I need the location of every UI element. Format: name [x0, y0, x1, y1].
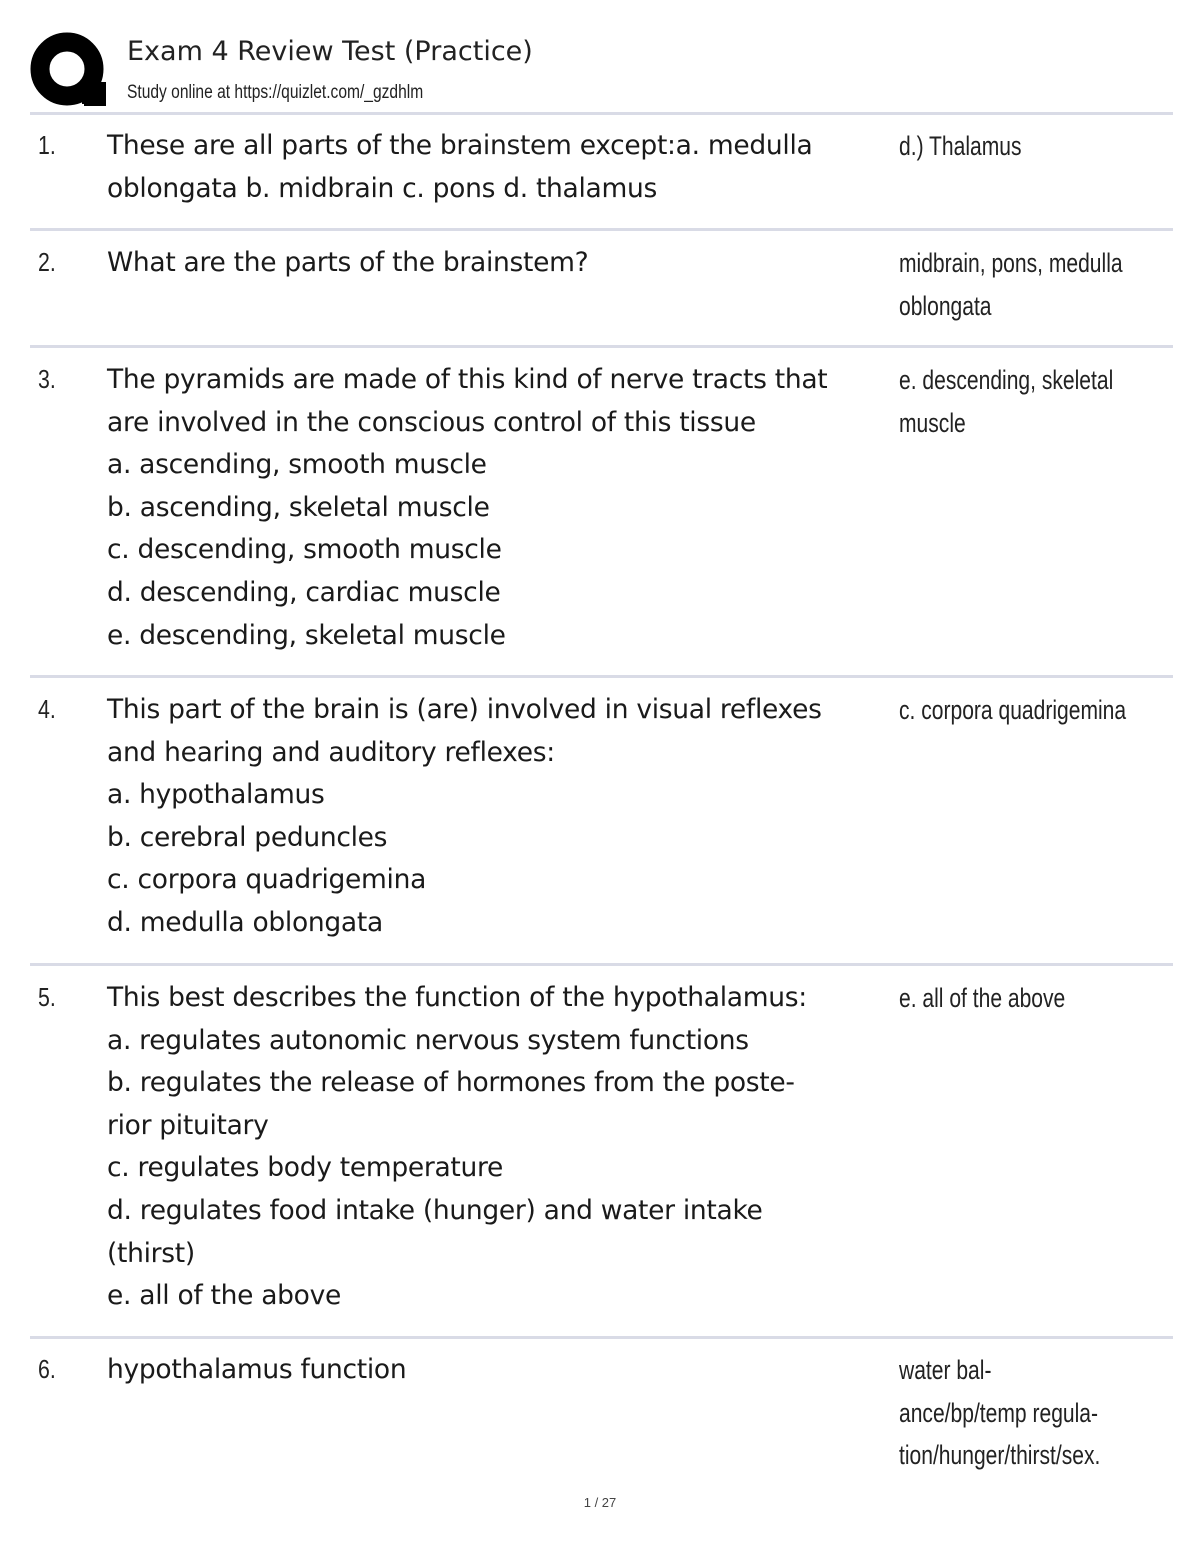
study-online-link[interactable]: Study online at https://quizlet.com/_gzdhlm	[127, 82, 424, 103]
question-text: These are all parts of the brainstem except:a. medulla oblongata b. midbrain c. pons d. thalamus	[107, 130, 813, 204]
divider	[30, 963, 1173, 966]
divider	[30, 228, 1173, 231]
item-number: 1.	[38, 130, 56, 160]
page-number: 1 / 27	[583, 1495, 617, 1510]
question-text: What are the parts of the brainstem?	[107, 247, 589, 278]
divider	[30, 675, 1173, 678]
question-text: This part of the brain is (are) involved in visual reflexes and hearing and auditory reflexes: a. hypothalamus b. cerebral peduncles c. corpora quadrigemina d. medulla oblongata	[107, 694, 822, 938]
item-number: 3.	[38, 364, 56, 394]
divider	[30, 1336, 1173, 1339]
item-number: 2.	[38, 247, 56, 277]
question-text: This best describes the function of the hypothalamus: a. regulates autonomic nervous system functions b. regulates the release of hormones from the poste- rior pituitary c. regulates body temperature d. regulates food intake (hunger) and water intake (thirst) e. all of the above	[107, 982, 807, 1312]
divider	[30, 112, 1173, 115]
page-title: Exam 4 Review Test (Practice)	[127, 36, 533, 67]
question-text: The pyramids are made of this kind of nerve tracts that are involved in the conscious control of this tissue a. ascending, smooth muscle b. ascending, skeletal muscle c. descending, smooth muscle d. descending, cardiac muscle e. descending, skeletal muscle	[107, 364, 828, 651]
divider	[30, 345, 1173, 348]
page-header	[30, 28, 1180, 112]
item-number: 6.	[38, 1354, 56, 1384]
answer-text: midbrain, pons, medulla oblongata	[899, 248, 1123, 321]
answer-text: e. all of the above	[899, 983, 1066, 1013]
question-text: hypothalamus function	[107, 1354, 407, 1385]
answer-text: water bal- ance/bp/temp regula- tion/hunger/thirst/sex.	[899, 1355, 1101, 1471]
answer-text: c. corpora quadrigemina	[899, 695, 1127, 725]
item-number: 5.	[38, 982, 56, 1012]
answer-text: e. descending, skeletal muscle	[899, 365, 1114, 438]
answer-text: d.) Thalamus	[899, 131, 1022, 161]
quizlet-logo-icon	[30, 32, 108, 110]
item-number: 4.	[38, 694, 56, 724]
